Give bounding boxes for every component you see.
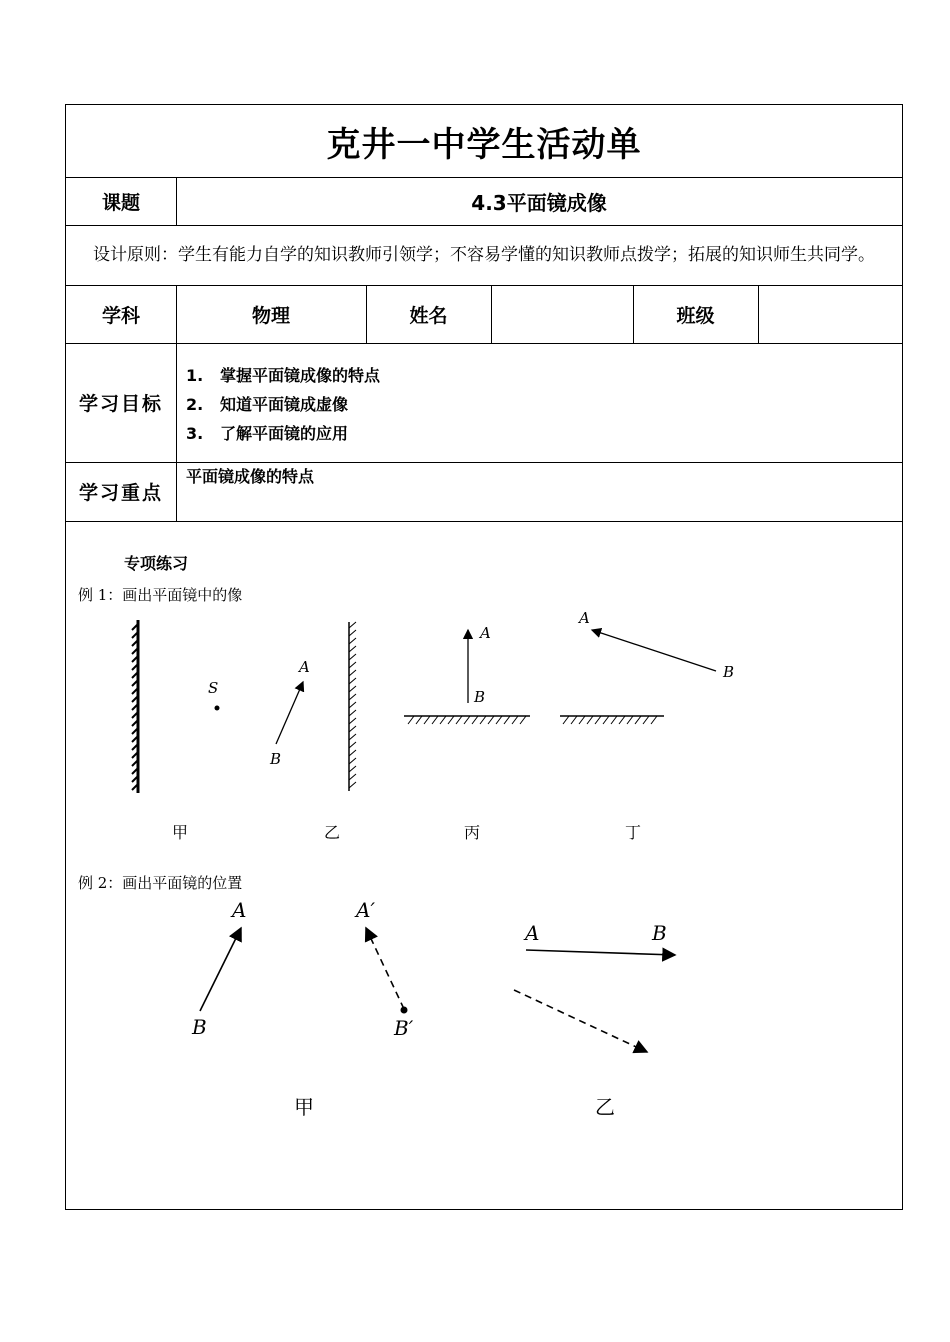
page-title: 克井一中学生活动单 xyxy=(326,124,642,165)
topic-value: 4.3平面镜成像 xyxy=(471,190,607,215)
topic-label: 课题 xyxy=(101,191,140,214)
goal-item: 1. 掌握平面镜成像的特点 xyxy=(186,366,381,385)
point-b-prime xyxy=(401,1007,408,1014)
row-divider xyxy=(66,343,902,344)
caption-jia: 甲 xyxy=(294,1095,314,1119)
point-s xyxy=(215,706,220,711)
label-a-prime: A′ xyxy=(356,898,375,922)
row-divider xyxy=(66,462,902,463)
practice-heading: 专项练习 xyxy=(124,554,189,573)
label-a: A xyxy=(525,921,540,945)
subject-value: 物理 xyxy=(251,304,290,327)
label-b: B xyxy=(652,921,667,945)
row-divider xyxy=(66,521,902,522)
name-label: 姓名 xyxy=(409,304,448,327)
figure-jia-1 xyxy=(132,620,220,793)
goals-list xyxy=(186,361,380,448)
figure-ding-1 xyxy=(560,609,734,724)
label-b: B xyxy=(474,688,486,706)
goal-item: 2. 知道平面镜成虚像 xyxy=(186,395,349,414)
caption-bing: 丙 xyxy=(464,823,481,842)
example1-prompt: 例 1：画出平面镜中的像 xyxy=(78,586,243,604)
label-b: B xyxy=(192,1015,207,1039)
caption-yi: 乙 xyxy=(324,823,341,842)
label-b: B xyxy=(723,663,735,681)
label-b: B xyxy=(270,750,282,768)
design-principle: 设计原则：学生有能力自学的知识教师引领学；不容易学懂的知识教师点拨学；拓展的知识师生共同学。 xyxy=(93,244,875,265)
caption-ding: 丁 xyxy=(625,823,642,842)
example2-prompt: 例 2：画出平面镜的位置 xyxy=(78,874,243,892)
label-a: A xyxy=(299,658,310,676)
label-a: A xyxy=(579,609,590,627)
class-field[interactable] xyxy=(758,285,902,343)
caption-yi: 乙 xyxy=(595,1095,615,1119)
label-b-prime: B′ xyxy=(394,1016,414,1040)
example2-figures xyxy=(0,895,950,1130)
class-label: 班级 xyxy=(676,304,715,327)
label-a: A xyxy=(232,898,247,922)
subject-label: 学科 xyxy=(101,304,140,327)
figure-yi-1 xyxy=(269,622,356,791)
name-field[interactable] xyxy=(491,285,633,343)
goals-label: 学习目标 xyxy=(78,393,163,415)
keypoint-text: 平面镜成像的特点 xyxy=(186,467,315,486)
figure-bing-1 xyxy=(404,624,530,724)
label-a: A xyxy=(480,624,491,642)
figure-jia-2 xyxy=(191,898,414,1040)
caption-jia: 甲 xyxy=(172,823,189,842)
figure-yi-2 xyxy=(514,921,675,1052)
goal-item: 3. 了解平面镜的应用 xyxy=(186,424,349,443)
keypoint-label: 学习重点 xyxy=(78,482,163,504)
label-s: S xyxy=(208,679,219,697)
example1-figures xyxy=(0,600,950,850)
